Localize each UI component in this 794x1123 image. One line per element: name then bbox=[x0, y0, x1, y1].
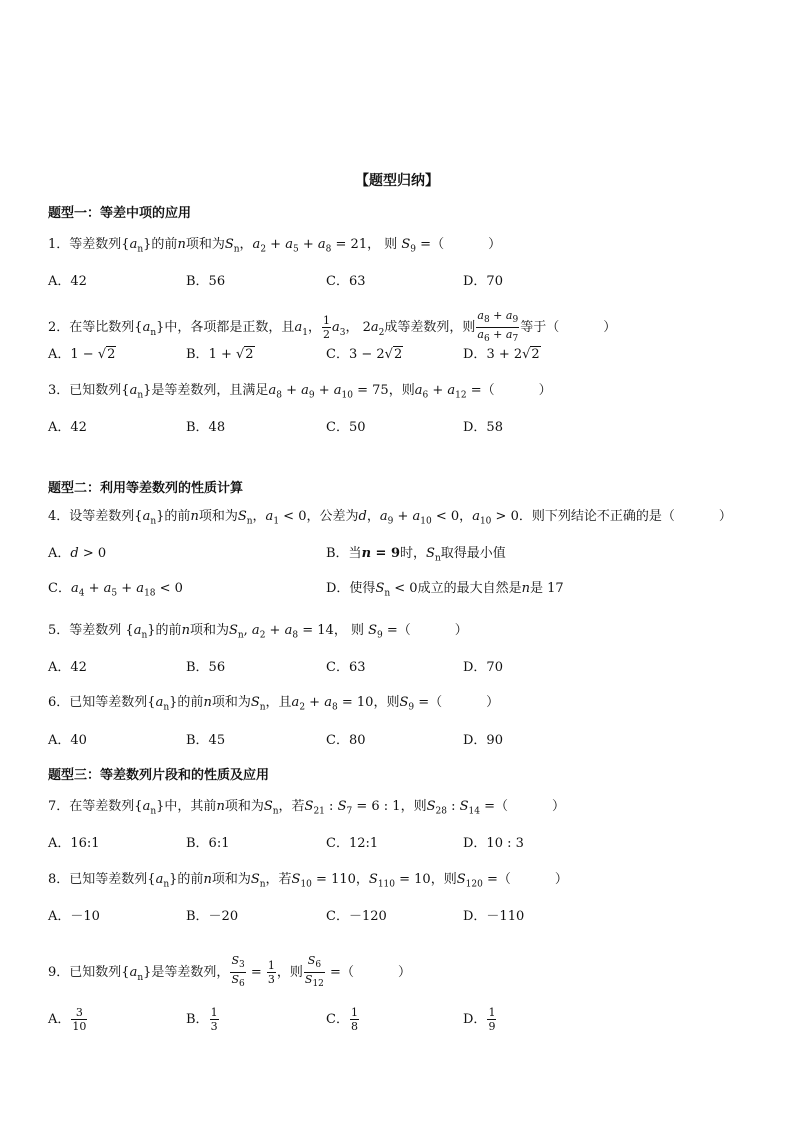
q2-option-c: C．3 − 2√2 bbox=[326, 347, 403, 362]
q3-option-c: C．50 bbox=[326, 420, 366, 435]
q4-option-c: C．$a_4 + a_5 + a_{18} < 0$ bbox=[48, 581, 183, 599]
q5-option-a: A．42 bbox=[48, 660, 87, 675]
section-title-1: 题型一：等差中项的应用 bbox=[48, 206, 192, 221]
q2-option-a: A．1 − √2 bbox=[48, 347, 116, 362]
question-1: 1．等差数列$\{a_n\}$的前n项和为$S_n$，$a_2 + a_5 + a_8 = 21$， 则 $S_9$ =（ ） bbox=[48, 237, 502, 255]
q2-option-d: D．3 + 2√2 bbox=[463, 347, 540, 362]
q6-option-a: A．40 bbox=[48, 733, 87, 748]
q7-option-c: C．12:1 bbox=[326, 836, 379, 851]
question-6: 6．已知等差数列$\{a_n\}$的前n项和为$S_n$，且$a_2 + a_8 = 10$，则$S_9$ =（ ） bbox=[48, 695, 500, 713]
q1-option-c: C．63 bbox=[326, 274, 366, 289]
question-4: 4．设等差数列$\{a_n\}$的前n项和为$S_n$，$a_1 < 0$，公差为d，$a_9 + a_{10} < 0$，$a_{10} > 0$．则下列结论不正确的是（ ） bbox=[48, 509, 732, 527]
q6-option-d: D．90 bbox=[463, 733, 503, 748]
q9-option-b: B． $\frac{1}{3}$ bbox=[186, 1006, 218, 1033]
q7-option-b: B．6:1 bbox=[186, 836, 230, 851]
q1-option-d: D．70 bbox=[463, 274, 503, 289]
q8-option-c: C．－120 bbox=[326, 909, 387, 924]
q8-option-a: A．－10 bbox=[48, 909, 100, 924]
section-title-3: 题型三：等差数列片段和的性质及应用 bbox=[48, 768, 270, 783]
q4-option-a: A．d > 0 bbox=[48, 546, 107, 561]
q4-option-d: D．使得$S_n < 0$成立的最大自然是n是 17 bbox=[326, 581, 564, 599]
question-8: 8．已知等差数列$\{a_n\}$的前n项和为$S_n$，若$S_{10} = 110$，$S_{110} = 10$，则$S_{120}$ =（ ） bbox=[48, 872, 568, 890]
q3-option-b: B．48 bbox=[186, 420, 226, 435]
q6-option-b: B．45 bbox=[186, 733, 226, 748]
question-2: 2．在等比数列$\{a_n\}$中，各项都是正数，且$a_1$， $\frac{1}{2}$ $a_3$， $2a_2$成等差数列，则 $\frac{a_8 + a_9}{a_6 + a_7}$ 等于（ ） bbox=[48, 309, 617, 345]
q4-option-b: B．当n = 9时，$S_n$取得最小值 bbox=[326, 546, 506, 564]
q5-option-d: D．70 bbox=[463, 660, 503, 675]
q1-option-a: A．42 bbox=[48, 274, 87, 289]
q1-option-b: B．56 bbox=[186, 274, 226, 289]
q8-option-b: B．－20 bbox=[186, 909, 239, 924]
question-5: 5．等差数列 $\{a_n\}$的前n项和为$S_n$, $a_2 + a_8 = 14$， 则 $S_9$ =（ ） bbox=[48, 623, 468, 641]
q5-option-b: B．56 bbox=[186, 660, 226, 675]
question-9: 9．已知数列$\{a_n\}$是等差数列， $\frac{S_3}{S_6}$ = $\frac{1}{3}$ ，则 $\frac{S_6}{S_{12}}$ =（ ） bbox=[48, 954, 411, 990]
q3-option-d: D．58 bbox=[463, 420, 503, 435]
q7-option-d: D．10 : 3 bbox=[463, 836, 524, 851]
q8-option-d: D．－110 bbox=[463, 909, 525, 924]
page-title: 【题型归纳】 bbox=[355, 173, 439, 189]
q7-option-a: A．16:1 bbox=[48, 836, 100, 851]
q6-option-c: C．80 bbox=[326, 733, 366, 748]
q9-option-d: D． $\frac{1}{9}$ bbox=[463, 1006, 496, 1033]
question-7: 7．在等差数列$\{a_n\}$中，其前n项和为$S_n$，若$S_{21}$ : $S_7 = 6$ : 1，则$S_{28}$ : $S_{14}$ =（ ） bbox=[48, 799, 566, 817]
q2-option-b: B．1 + √2 bbox=[186, 347, 254, 362]
q5-option-c: C．63 bbox=[326, 660, 366, 675]
q3-option-a: A．42 bbox=[48, 420, 87, 435]
q9-option-c: C． $\frac{1}{8}$ bbox=[326, 1006, 358, 1033]
question-3: 3．已知数列$\{a_n\}$是等差数列，且满足$a_8 + a_9 + a_{10} = 75$，则$a_6 + a_{12}$ =（ ） bbox=[48, 383, 552, 401]
section-title-2: 题型二：利用等差数列的性质计算 bbox=[48, 481, 244, 496]
q9-option-a: A． $\frac{3}{10}$ bbox=[48, 1006, 87, 1033]
